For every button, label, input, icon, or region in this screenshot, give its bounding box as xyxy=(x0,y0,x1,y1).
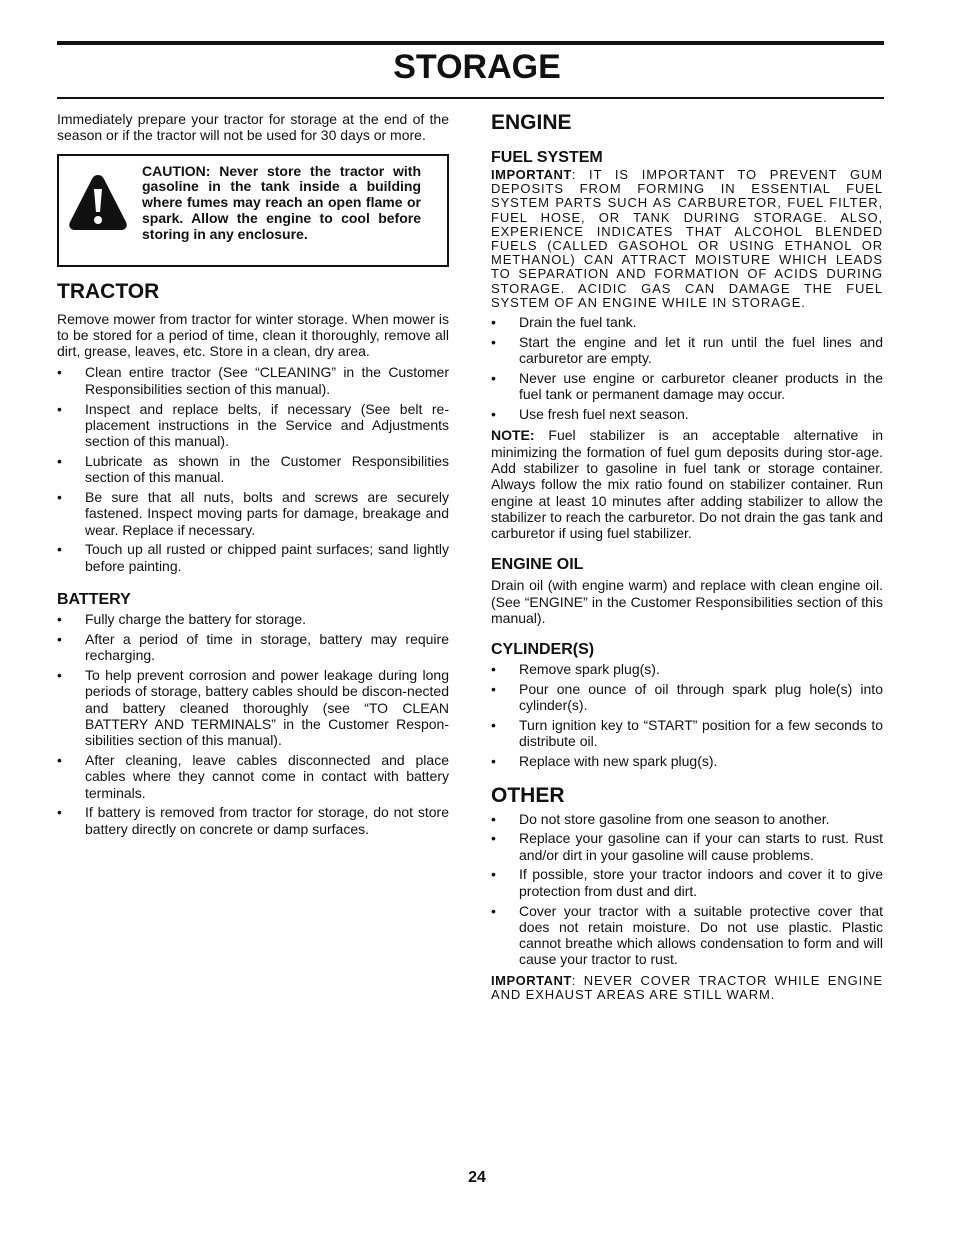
important-label: IMPORTANT xyxy=(491,167,572,182)
list-item: • Use fresh fuel next season. xyxy=(491,406,883,422)
list-item: • After a period of time in storage, battery may require recharging. xyxy=(57,631,449,664)
right-column xyxy=(491,111,883,1002)
tractor-bullet-list xyxy=(57,364,449,574)
engine-heading: ENGINE xyxy=(491,111,572,134)
list-item: • After cleaning, leave cables disconnected and place cables where they cannot come in contact with battery terminals. xyxy=(57,752,449,801)
list-item: • Turn ignition key to “START” position for a few seconds to distribute oil. xyxy=(491,717,883,750)
important-text: : IT IS IMPORTANT TO PREVENT GUM DEPOSITS FROM FORMING IN ESSENTIAL FUEL SYSTEM PARTS SUCH AS CARBURETOR, FUEL FILTER, FUEL HOSE, OR TANK DURING STORAGE. ALSO, EXPERIENCE INDICATES THAT ALCOHOL BLENDED FUELS (CALLED GASOHOL OR USING ETHANOL OR METHANOL) CAN ATTRACT MOISTURE WHICH LEADS TO SEPARATION AND FORMATION OF ACIDS DURING STORAGE. ACIDIC GAS CAN DAMAGE THE FUEL SYSTEM OF AN ENGINE WHILE IN STORAGE. xyxy=(491,167,883,310)
cylinders-heading: CYLINDER(S) xyxy=(491,641,595,659)
list-item: • Lubricate as shown in the Customer Responsibilities section of this manual. xyxy=(57,453,449,486)
fuel-system-bullet-list xyxy=(491,314,883,422)
note-text: Fuel stabilizer is an acceptable alternative in minimizing the formation of fuel gum deposits during stor-age. Add stabilizer to gasoline in fuel tank or storage container. Always follow the mix ratio found on stabilizer container. Run engine at least 10 minutes after adding stabilizer to allow the stabilizer to reach the carburetor. Do not drain the gas tank and carburetor if using fuel stabilizer. xyxy=(491,427,883,542)
list-item: • Replace with new spark plug(s). xyxy=(491,753,883,769)
list-item: • Do not store gasoline from one season to another. xyxy=(491,811,883,827)
list-item: • If possible, store your tractor indoors and cover it to give protection from dust and dirt. xyxy=(491,866,883,899)
intro-paragraph: Immediately prepare your tractor for storage at the end of the season or if the tractor will not be used for 30 days or more. xyxy=(57,111,449,144)
engine-oil-heading: ENGINE OIL xyxy=(491,556,584,574)
important-text: : NEVER COVER TRACTOR WHILE ENGINE AND EXHAUST AREAS ARE STILL WARM. xyxy=(491,972,883,1002)
top-rule xyxy=(57,41,884,45)
list-item: • To help prevent corrosion and power leakage during long periods of storage, battery cables should be discon-nected and battery cleaned thoroughly (see “TO CLEAN BATTERY AND TERMINALS” in the Customer Respon-sibilities section of this manual). xyxy=(57,667,449,748)
caution-box xyxy=(57,154,449,267)
caution-text: CAUTION: Never store the tractor with gasoline in the tank inside a building where fumes may reach an open flame or spark. Allow the engine to cool before storing in any enclosure. xyxy=(142,162,421,242)
list-item: • Pour one ounce of oil through spark plug hole(s) into cylinder(s). xyxy=(491,681,883,714)
fuel-stabilizer-note xyxy=(491,427,883,541)
list-item: • Clean entire tractor (See “CLEANING” in the Customer Responsibilities section of this manual). xyxy=(57,364,449,397)
tractor-heading: TRACTOR xyxy=(57,279,160,303)
cylinders-bullet-list xyxy=(491,661,883,769)
list-item: • Start the engine and let it run until the fuel lines and carburetor are empty. xyxy=(491,334,883,367)
list-item: • Never use engine or carburetor cleaner products in the fuel tank or permanent damage may occur. xyxy=(491,370,883,403)
tractor-body: Remove mower from tractor for winter storage. When mower is to be stored for a period of time, clean it thoroughly, remove all dirt, grease, leaves, etc. Store in a clean, dry area. xyxy=(57,310,449,360)
battery-heading: BATTERY xyxy=(57,591,131,609)
other-important xyxy=(491,974,883,1002)
note-label: NOTE: xyxy=(491,427,535,444)
list-item: • If battery is removed from tractor for storage, do not store battery directly on concrete or damp surfaces. xyxy=(57,804,449,837)
list-item: • Touch up all rusted or chipped paint surfaces; sand lightly before painting. xyxy=(57,541,449,574)
list-item: • Inspect and replace belts, if necessary (See belt re-placement instructions in the Service and Adjustments section of this manual). xyxy=(57,401,449,450)
list-item: • Drain the fuel tank. xyxy=(491,314,883,330)
list-item: • Replace your gasoline can if your can starts to rust. Rust and/or dirt in your gasoline will cause problems. xyxy=(491,830,883,863)
engine-oil-body: Drain oil (with engine warm) and replace with clean engine oil. (See “ENGINE” in the Customer Responsibilities section of this manual). xyxy=(491,577,883,626)
title-underline-rule xyxy=(57,97,884,99)
important-label: IMPORTANT xyxy=(491,972,572,988)
left-column xyxy=(57,111,449,840)
list-item: • Remove spark plug(s). xyxy=(491,661,883,677)
list-item: • Cover your tractor with a suitable protective cover that does not retain moisture. Do not use plastic. Plastic cannot breathe which allows condensation to form and will cause your tractor to rust. xyxy=(491,903,883,968)
page-title: STORAGE xyxy=(393,48,561,86)
warning-triangle-icon xyxy=(67,172,129,234)
list-item: • Be sure that all nuts, bolts and screws are securely fastened. Inspect moving parts for damage, breakage and wear. Replace if necessary. xyxy=(57,489,449,538)
page-number: 24 xyxy=(468,1169,486,1186)
list-item: • Fully charge the battery for storage. xyxy=(57,611,449,627)
fuel-system-important xyxy=(491,168,883,310)
battery-bullet-list xyxy=(57,611,449,837)
other-bullet-list xyxy=(491,811,883,968)
other-heading: OTHER xyxy=(491,783,565,807)
fuel-system-heading: FUEL SYSTEM xyxy=(491,149,603,166)
